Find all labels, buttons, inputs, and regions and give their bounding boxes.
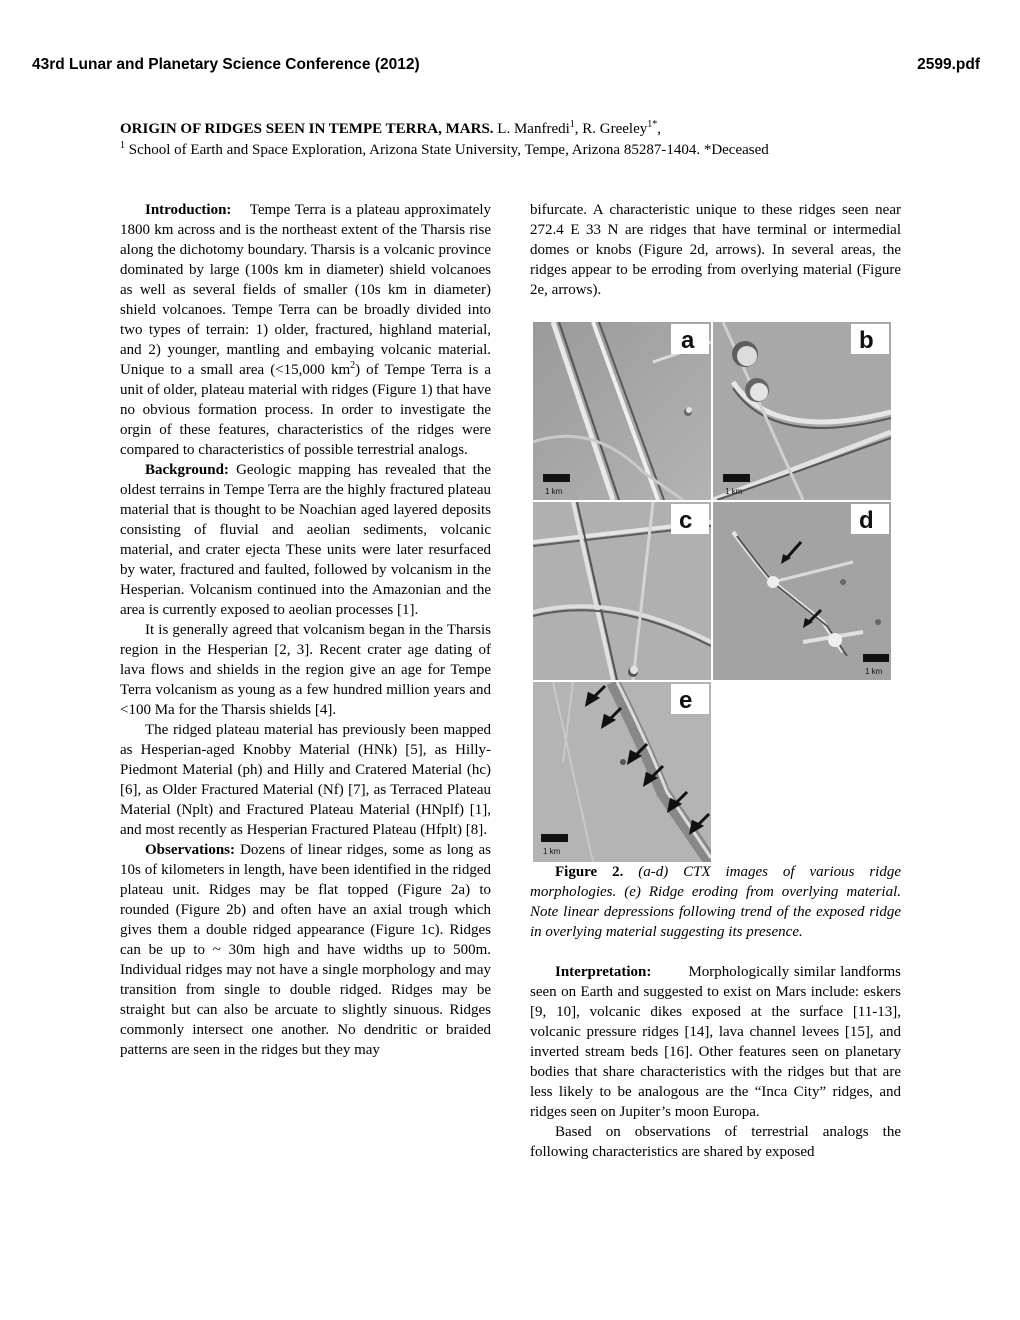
figure-panel-e (533, 682, 711, 862)
figure-2 (533, 322, 893, 862)
figure-caption-label: Figure 2. (555, 864, 624, 880)
interpretation-paragraph-2: Based on observations of terrestrial analogs the following characteristics are shared by exposed (530, 1124, 901, 1160)
observations-heading: Observations: (145, 842, 235, 858)
figure-panel-c (533, 502, 711, 680)
scale-label-b: 1 km (725, 487, 743, 496)
intro-paragraph: Introduction: Tempe Terra is a plateau approximately 1800 km across and is the northeast extent of the Tharsis rise along the dichotomy boundary. Tharsis is a volcanic province dominated by large (100s km in diameter) shield volcanoes as well as several fields of smaller (10s km in diameter) shield volcanoes. Tempe Terra can be broadly divided into two types of terrain: 1) older, fractured, highland material, and 2) younger, mantling and embaying volcanic material. Unique to a small area (<15,000 $km^2$) of Tempe Terra is a unit of older, plateau material with ridges (Figure 1) that have no obvious formation process. In order to investigate the orgin of these features, characteristics of the ridges were compared to characteristics of possible terrestrial analogs. (120, 202, 491, 458)
author-1: L. Manfredi (497, 121, 570, 137)
paper-title: ORIGIN OF RIDGES SEEN IN TEMPE TERRA, MARS. (120, 121, 494, 137)
scale-label-d: 1 km (865, 667, 883, 676)
figure-panel-b (713, 322, 891, 500)
panel-label-b: b (859, 327, 874, 354)
scale-label-a: 1 km (545, 487, 563, 496)
interpretation-paragraph: Interpretation: Morphologically similar landforms seen on Earth and suggested to exist on Mars include: eskers [9, 10], volcanic dikes exposed at the surface [11-13], volcanic pressure ridges [14], lava channel levees [15], and inverted stream beds [16]. Other features seen on planetary bodies that share characteristics with the ridges but that are less likely to be analogous are the “Inca City” ridges, and ridges seen on Jupiter’s moon Europa. (530, 964, 901, 1120)
author-2: R. Greeley (582, 121, 648, 137)
right-column (530, 200, 901, 1162)
panel-label-c: c (679, 507, 693, 534)
left-column (120, 200, 491, 1060)
figure-panel-d (713, 502, 891, 680)
figure-caption: Figure 2. (a-d) CTX images of various ridge morphologies. (e) Ridge eroding from overlying material. Note linear depressions following trend of the exposed ridge in overlying material suggesting its presence. (530, 864, 902, 940)
panel-label-e: e (679, 687, 693, 714)
conference-header: 43rd Lunar and Planetary Science Conference (2012) (32, 56, 420, 73)
observations-paragraph: Observations: Dozens of linear ridges, some as long as 10s of kilometers in length, have been identified in the ridged plateau unit. Ridges may be flat topped (Figure 2a) to rounded (Figure 2b) and often have an axial trough which gives them a double ridged appearance (Figure 1c). Ridges can be up to ~ 30m high and have widths up to 500m. Individual ridges may not have a single morphology and may transition from single to double ridged. Ridges may be straight but can also be arcuate to slightly sinuous. Ridges commonly intersect one another. No dendritic or braided patterns are seen in the ridges but they may (120, 842, 492, 1058)
background-paragraph-2: It is generally agreed that volcanism began in the Tharsis region in the Hesperian [2, 3]. Recent crater age dating of lava flows and shields in the region give an age for Tempe Terra volcanism as young as a few hundred million years and <100 Ma for the Tharsis shields [4]. (120, 622, 491, 718)
background-paragraph: Background: Geologic mapping has revealed that the oldest terrains in Tempe Terra are the highly fractured plateau material that is thought to be Noachian aged layered deposits consisting of fluvial and aeolian sediments, volcanic material, and crater ejecta These units were later resurfaced by water, fractured and faulted, followed by volcanism in the Hesperian. Volcanism continued into the Amazonian and the area is currently exposed to aeolian processes [1]. (120, 462, 491, 618)
panel-label-d: d (859, 507, 874, 534)
figure-panel-a (533, 322, 711, 500)
interpretation-heading: Interpretation: (555, 964, 652, 980)
background-heading: Background: (145, 462, 229, 478)
panel-label-a: a (681, 327, 695, 354)
file-name: 2599.pdf (917, 56, 980, 73)
intro-heading: Introduction: (145, 202, 232, 218)
scale-label-e: 1 km (543, 847, 561, 856)
background-paragraph-3: The ridged plateau material has previously been mapped as Hesperian-aged Knobby Material (HNk) [5], as Hilly-Piedmont Material (ph) and Hilly and Cratered Material (hc) [6], as Older Fractured Material (Nf) [7], as Terraced Plateau Material (Nplt) and Fractured Plateau Material (HNplf) [1], and most recently as Hesperian Fractured Plateau (Hfplt) [8]. (120, 722, 491, 838)
affiliation: $^1$ School of Earth and Space Exploration, Arizona State University, Tempe, Arizona 85287-1404. *Deceased (120, 140, 769, 158)
observations-continued: bifurcate. A characteristic unique to these ridges seen near 272.4 E 33 N are ridges that have terminal or intermedial domes or knobs (Figure 2d, arrows). In several areas, the ridges appear to be erroding from overlying material (Figure 2e, arrows). (530, 202, 901, 298)
title-block: ORIGIN OF RIDGES SEEN IN TEMPE TERRA, MARS. L. Manfredi$^1$, R. Greeley$^{1*}$, (120, 119, 662, 137)
